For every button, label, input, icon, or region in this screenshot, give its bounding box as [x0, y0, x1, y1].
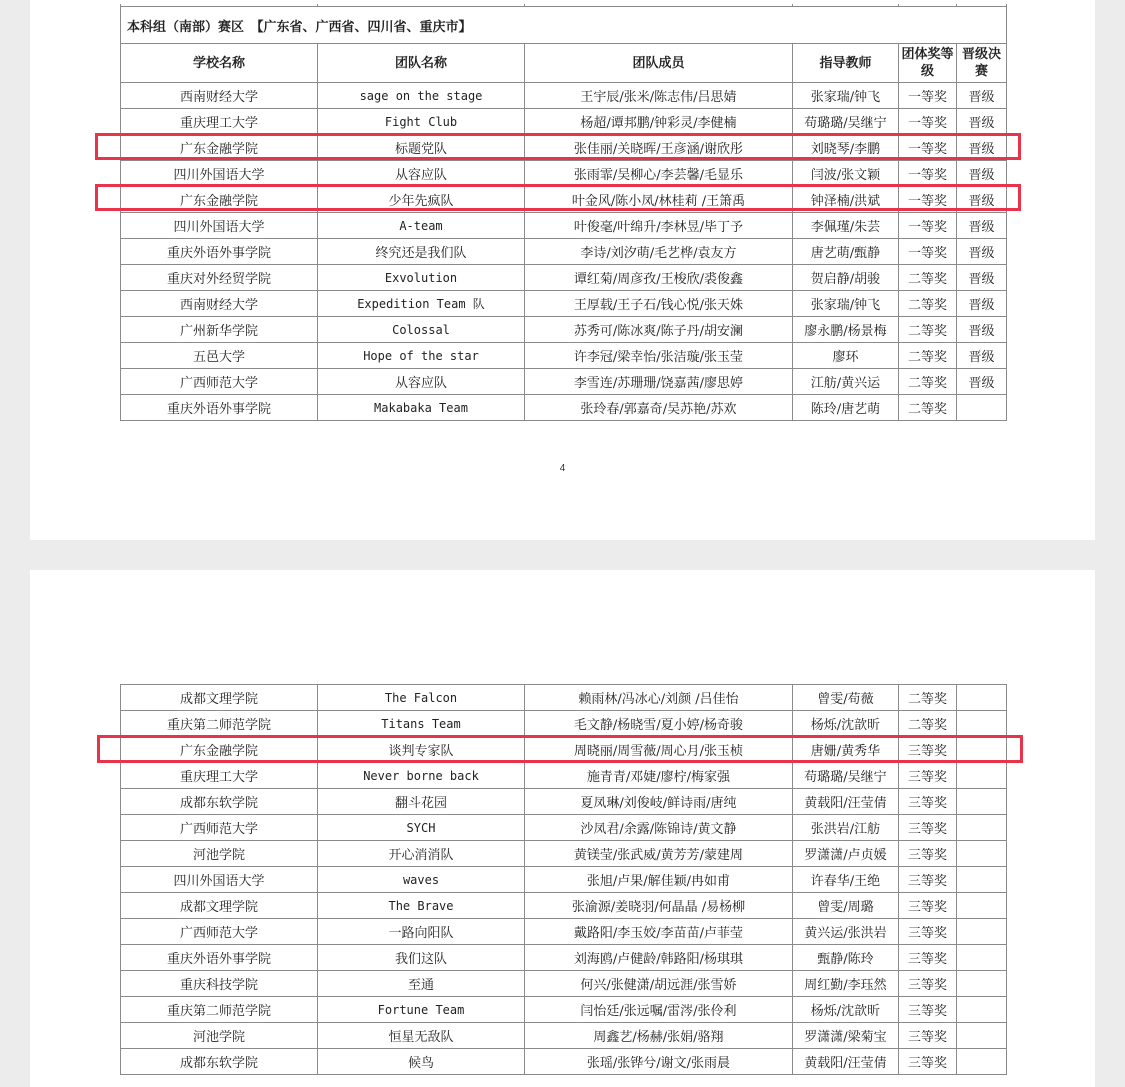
cell-advance: 晋级 [957, 343, 1007, 369]
table-row [121, 945, 1007, 971]
cell-award: 三等奖 [899, 867, 957, 893]
cell-advisor: 杨烁/沈歆昕 [793, 997, 899, 1023]
cell-advisor: 曾雯/周璐 [793, 893, 899, 919]
cell-school: 重庆第二师范学院 [121, 711, 318, 737]
cell-members: 李诗/刘汐萌/毛艺桦/袁友方 [525, 239, 793, 265]
header-advisor: 指导教师 [793, 44, 899, 83]
cell-school: 河池学院 [121, 841, 318, 867]
cell-members: 张佳丽/关晓晖/王彦涵/谢欣彤 [525, 135, 793, 161]
cell-advance: 晋级 [957, 187, 1007, 213]
cell-award: 三等奖 [899, 997, 957, 1023]
cell-advisor: 黄兴运/张洪岩 [793, 919, 899, 945]
header-school: 学校名称 [121, 44, 318, 83]
cell-award: 三等奖 [899, 737, 957, 763]
table-row [121, 161, 1007, 187]
cell-award: 二等奖 [899, 395, 957, 421]
cell-award: 一等奖 [899, 135, 957, 161]
cell-team: Exvolution [318, 265, 525, 291]
table-row [121, 893, 1007, 919]
cell-members: 叶俊毫/叶绵升/李林昱/毕丁予 [525, 213, 793, 239]
cell-members: 施青青/邓婕/廖柠/梅家强 [525, 763, 793, 789]
page-number: 4 [559, 463, 566, 474]
cell-advance: 晋级 [957, 239, 1007, 265]
cell-award: 二等奖 [899, 291, 957, 317]
cell-advance: 晋级 [957, 317, 1007, 343]
cell-advisor: 黄载阳/汪莹倩 [793, 1049, 899, 1075]
cell-school: 重庆外语外事学院 [121, 239, 318, 265]
cell-award: 一等奖 [899, 109, 957, 135]
cell-award: 三等奖 [899, 971, 957, 997]
cell-members: 刘海鸥/卢健龄/韩路阳/杨琪琪 [525, 945, 793, 971]
cell-advance: 晋级 [957, 265, 1007, 291]
cell-advance [957, 893, 1007, 919]
cell-school: 成都文理学院 [121, 685, 318, 711]
header-advance: 晋级决赛 [957, 44, 1007, 83]
cell-award: 三等奖 [899, 841, 957, 867]
cell-school: 重庆科技学院 [121, 971, 318, 997]
header-award: 团体奖等级 [899, 44, 957, 83]
table-row [121, 317, 1007, 343]
cell-members: 许李冠/梁幸怡/张洁璇/张玉莹 [525, 343, 793, 369]
cell-advisor: 闫波/张文颖 [793, 161, 899, 187]
cell-members: 何兴/张健潇/胡远涯/张雪娇 [525, 971, 793, 997]
table-row [121, 343, 1007, 369]
document-page-4 [30, 0, 1095, 540]
cell-school: 重庆理工大学 [121, 763, 318, 789]
cell-school: 西南财经大学 [121, 83, 318, 109]
header-team: 团队名称 [318, 44, 525, 83]
cell-advance [957, 971, 1007, 997]
cell-award: 三等奖 [899, 1023, 957, 1049]
cell-advisor: 李佩瑾/朱芸 [793, 213, 899, 239]
cell-advisor: 张家瑞/钟飞 [793, 291, 899, 317]
cell-advisor: 陈玲/唐艺萌 [793, 395, 899, 421]
cell-team: waves [318, 867, 525, 893]
cell-advisor: 贺启静/胡骏 [793, 265, 899, 291]
table-row [121, 841, 1007, 867]
cell-members: 张渝源/姜晓羽/何晶晶 /易杨柳 [525, 893, 793, 919]
cell-school: 重庆第二师范学院 [121, 997, 318, 1023]
cell-award: 三等奖 [899, 789, 957, 815]
cell-advance: 晋级 [957, 135, 1007, 161]
cell-award: 三等奖 [899, 1049, 957, 1075]
cell-team: 我们这队 [318, 945, 525, 971]
cell-school: 四川外国语大学 [121, 867, 318, 893]
cell-advance: 晋级 [957, 291, 1007, 317]
cell-award: 二等奖 [899, 265, 957, 291]
cell-team: Colossal [318, 317, 525, 343]
cell-advance [957, 919, 1007, 945]
cell-advisor: 刘晓琴/李鹏 [793, 135, 899, 161]
cell-members: 苏秀可/陈冰爽/陈子丹/胡安澜 [525, 317, 793, 343]
table-row [121, 971, 1007, 997]
cell-team: 恒星无敌队 [318, 1023, 525, 1049]
cell-award: 一等奖 [899, 213, 957, 239]
cell-team: Hope of the star [318, 343, 525, 369]
cell-school: 广东金融学院 [121, 187, 318, 213]
table-row [121, 239, 1007, 265]
cell-advance [957, 685, 1007, 711]
cell-school: 成都文理学院 [121, 893, 318, 919]
cell-team: 谈判专家队 [318, 737, 525, 763]
table-row [121, 369, 1007, 395]
cell-team: 候鸟 [318, 1049, 525, 1075]
cell-team: 从容应队 [318, 369, 525, 395]
cell-members: 李雪连/苏珊珊/饶嘉茜/廖思婷 [525, 369, 793, 395]
cell-team: The Brave [318, 893, 525, 919]
cell-award: 三等奖 [899, 893, 957, 919]
cell-advisor: 苟璐璐/吴继宁 [793, 109, 899, 135]
cell-team: A-team [318, 213, 525, 239]
cell-school: 广西师范大学 [121, 919, 318, 945]
cell-school: 四川外国语大学 [121, 213, 318, 239]
cell-members: 王厚载/王子石/钱心悦/张天姝 [525, 291, 793, 317]
cell-members: 谭红菊/周彦孜/王梭欣/裘俊鑫 [525, 265, 793, 291]
cell-advance [957, 1023, 1007, 1049]
cell-advance [957, 763, 1007, 789]
cell-advance [957, 711, 1007, 737]
cell-school: 成都东软学院 [121, 1049, 318, 1075]
cell-advisor: 罗潇潇/梁菊宝 [793, 1023, 899, 1049]
cell-advisor: 曾雯/苟薇 [793, 685, 899, 711]
cell-school: 重庆外语外事学院 [121, 395, 318, 421]
cell-advisor: 杨烁/沈歆昕 [793, 711, 899, 737]
cell-award: 三等奖 [899, 945, 957, 971]
cell-advance: 晋级 [957, 213, 1007, 239]
cell-school: 四川外国语大学 [121, 161, 318, 187]
table-row [121, 109, 1007, 135]
cell-team: Makabaka Team [318, 395, 525, 421]
cell-advisor: 苟璐璐/吴继宁 [793, 763, 899, 789]
cell-team: SYCH [318, 815, 525, 841]
cell-award: 一等奖 [899, 187, 957, 213]
table-row [121, 213, 1007, 239]
cell-award: 三等奖 [899, 763, 957, 789]
region-title: 本科组（南部）赛区 【广东省、广西省、四川省、重庆市】 [121, 7, 1007, 44]
table-row [121, 685, 1007, 711]
results-table-south-page4 [120, 4, 1007, 421]
cell-members: 周鑫艺/杨赫/张娟/骆翔 [525, 1023, 793, 1049]
table-row [121, 711, 1007, 737]
cell-advisor: 江舫/黄兴运 [793, 369, 899, 395]
table-header-row [121, 44, 1007, 83]
cell-award: 二等奖 [899, 317, 957, 343]
cell-advisor: 廖永鹏/杨景梅 [793, 317, 899, 343]
cell-members: 叶金风/陈小凤/林桂莉 /王箫禹 [525, 187, 793, 213]
cell-advisor: 周红勤/李珏然 [793, 971, 899, 997]
cell-team: 一路向阳队 [318, 919, 525, 945]
cell-team: Fight Club [318, 109, 525, 135]
cell-school: 广州新华学院 [121, 317, 318, 343]
cell-school: 成都东软学院 [121, 789, 318, 815]
cell-members: 张玲春/郭嘉奇/吴苏艳/苏欢 [525, 395, 793, 421]
table-row [121, 1049, 1007, 1075]
cell-award: 三等奖 [899, 919, 957, 945]
results-table-south-page5 [120, 684, 1007, 1075]
cell-advisor: 唐艺萌/甄静 [793, 239, 899, 265]
cell-award: 一等奖 [899, 239, 957, 265]
table-row [121, 737, 1007, 763]
table-row [121, 919, 1007, 945]
cell-school: 广东金融学院 [121, 737, 318, 763]
cell-advisor: 唐姗/黄秀华 [793, 737, 899, 763]
cell-advance [957, 945, 1007, 971]
cell-school: 西南财经大学 [121, 291, 318, 317]
cell-members: 张旭/卢果/解佳颖/冉如甫 [525, 867, 793, 893]
cell-members: 王宇辰/张米/陈志伟/吕思婧 [525, 83, 793, 109]
table-row [121, 763, 1007, 789]
cell-award: 二等奖 [899, 343, 957, 369]
cell-advance [957, 737, 1007, 763]
cell-team: 翻斗花园 [318, 789, 525, 815]
cell-school: 重庆理工大学 [121, 109, 318, 135]
cell-school: 广西师范大学 [121, 815, 318, 841]
cell-advisor: 许春华/王绝 [793, 867, 899, 893]
cell-members: 张瑶/张铧兮/谢文/张雨晨 [525, 1049, 793, 1075]
cell-team: 标题党队 [318, 135, 525, 161]
cell-members: 夏凤琳/刘俊岐/鲜诗雨/唐纯 [525, 789, 793, 815]
cell-members: 黄镁莹/张武威/黄芳芳/蒙建周 [525, 841, 793, 867]
cell-school: 重庆对外经贸学院 [121, 265, 318, 291]
cell-advance: 晋级 [957, 161, 1007, 187]
cell-advance [957, 789, 1007, 815]
cell-members: 毛文静/杨晓雪/夏小婷/杨奇骏 [525, 711, 793, 737]
cell-advance [957, 815, 1007, 841]
cell-members: 周晓丽/周雪薇/周心月/张玉桢 [525, 737, 793, 763]
table-row [121, 1023, 1007, 1049]
region-title-row [121, 7, 1007, 44]
cell-members: 沙凤君/余露/陈锦诗/黄文静 [525, 815, 793, 841]
table-row [121, 135, 1007, 161]
cell-advisor: 黄载阳/汪莹倩 [793, 789, 899, 815]
cell-advance: 晋级 [957, 109, 1007, 135]
cell-team: sage on the stage [318, 83, 525, 109]
cell-advisor: 张洪岩/江舫 [793, 815, 899, 841]
cell-award: 二等奖 [899, 685, 957, 711]
cell-advance [957, 997, 1007, 1023]
table-row [121, 997, 1007, 1023]
cell-advance: 晋级 [957, 83, 1007, 109]
cell-members: 杨超/谭邦鹏/钟彩灵/李健楠 [525, 109, 793, 135]
cell-members: 戴路阳/李玉姣/李苗苗/卢菲莹 [525, 919, 793, 945]
cell-team: Fortune Team [318, 997, 525, 1023]
cell-team: Titans Team [318, 711, 525, 737]
cell-advance [957, 841, 1007, 867]
cell-award: 二等奖 [899, 369, 957, 395]
table-row [121, 83, 1007, 109]
cell-school: 广东金融学院 [121, 135, 318, 161]
cell-team: 开心消消队 [318, 841, 525, 867]
cell-members: 赖雨林/冯冰心/刘颜 /吕佳怡 [525, 685, 793, 711]
table-row [121, 187, 1007, 213]
cell-advance [957, 395, 1007, 421]
cell-team: 从容应队 [318, 161, 525, 187]
cell-award: 三等奖 [899, 815, 957, 841]
cell-advisor: 张家瑞/钟飞 [793, 83, 899, 109]
cell-advance: 晋级 [957, 369, 1007, 395]
cell-members: 闫怡廷/张远嘱/雷涔/张伶利 [525, 997, 793, 1023]
cell-award: 二等奖 [899, 711, 957, 737]
cell-team: The Falcon [318, 685, 525, 711]
cell-team: Expedition Team 队 [318, 291, 525, 317]
table-row [121, 395, 1007, 421]
document-page-5 [30, 570, 1095, 1087]
cell-school: 广西师范大学 [121, 369, 318, 395]
table-row [121, 265, 1007, 291]
header-members: 团队成员 [525, 44, 793, 83]
table-row [121, 815, 1007, 841]
cell-team: 少年先疯队 [318, 187, 525, 213]
cell-school: 河池学院 [121, 1023, 318, 1049]
cell-school: 重庆外语外事学院 [121, 945, 318, 971]
cell-advance [957, 867, 1007, 893]
table-row [121, 291, 1007, 317]
cell-award: 一等奖 [899, 83, 957, 109]
cell-members: 张雨霏/吴柳心/李芸馨/毛显乐 [525, 161, 793, 187]
cell-advisor: 廖环 [793, 343, 899, 369]
cell-team: Never borne back [318, 763, 525, 789]
cell-team: 终究还是我们队 [318, 239, 525, 265]
cell-advisor: 钟泽楠/洪斌 [793, 187, 899, 213]
cell-team: 至通 [318, 971, 525, 997]
cell-advance [957, 1049, 1007, 1075]
table-row [121, 789, 1007, 815]
table-row [121, 867, 1007, 893]
cell-advisor: 甄静/陈玲 [793, 945, 899, 971]
cell-award: 一等奖 [899, 161, 957, 187]
cell-advisor: 罗潇潇/卢贞媛 [793, 841, 899, 867]
cell-school: 五邑大学 [121, 343, 318, 369]
